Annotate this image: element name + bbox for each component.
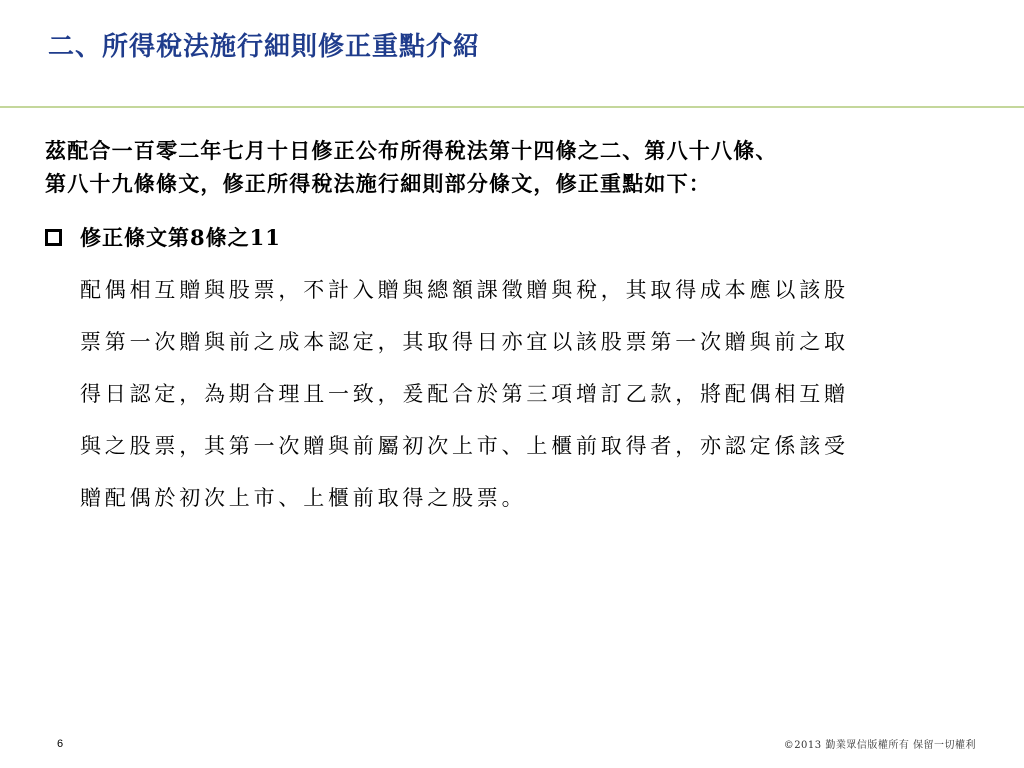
body-line: 配偶相互贈與股票，不計入贈與總額課徵贈與稅，其取得成本應以該股 — [80, 278, 849, 302]
body-line: 得日認定，為期合理且一致，爰配合於第三項增訂乙款，將配偶相互贈 — [80, 382, 849, 406]
square-bullet-icon — [45, 229, 62, 246]
bullet-item — [45, 220, 281, 254]
bullet-label: 修正條文第8條之11 — [80, 225, 281, 250]
intro-paragraph — [45, 134, 995, 200]
intro-line: 第八十九條條文，修正所得稅法施行細則部分條文，修正重點如下： — [45, 171, 711, 196]
body-line: 票第一次贈與前之成本認定，其取得日亦宜以該股票第一次贈與前之取 — [80, 330, 849, 354]
body-line: 贈配偶於初次上市、上櫃前取得之股票。 — [80, 486, 527, 510]
body-paragraph — [80, 264, 849, 524]
slide-title: 二、所得稅法施行細則修正重點介紹 — [48, 32, 481, 62]
copyright-notice: ©2013 勤業眾信版權所有 保留一切權利 — [783, 740, 976, 751]
page-number: 6 — [57, 738, 64, 750]
body-line: 與之股票，其第一次贈與前屬初次上市、上櫃前取得者，亦認定係該受 — [80, 434, 849, 458]
title-divider — [0, 106, 1024, 108]
intro-line: 茲配合一百零二年七月十日修正公布所得稅法第十四條之二、第八十八條、 — [45, 138, 778, 163]
